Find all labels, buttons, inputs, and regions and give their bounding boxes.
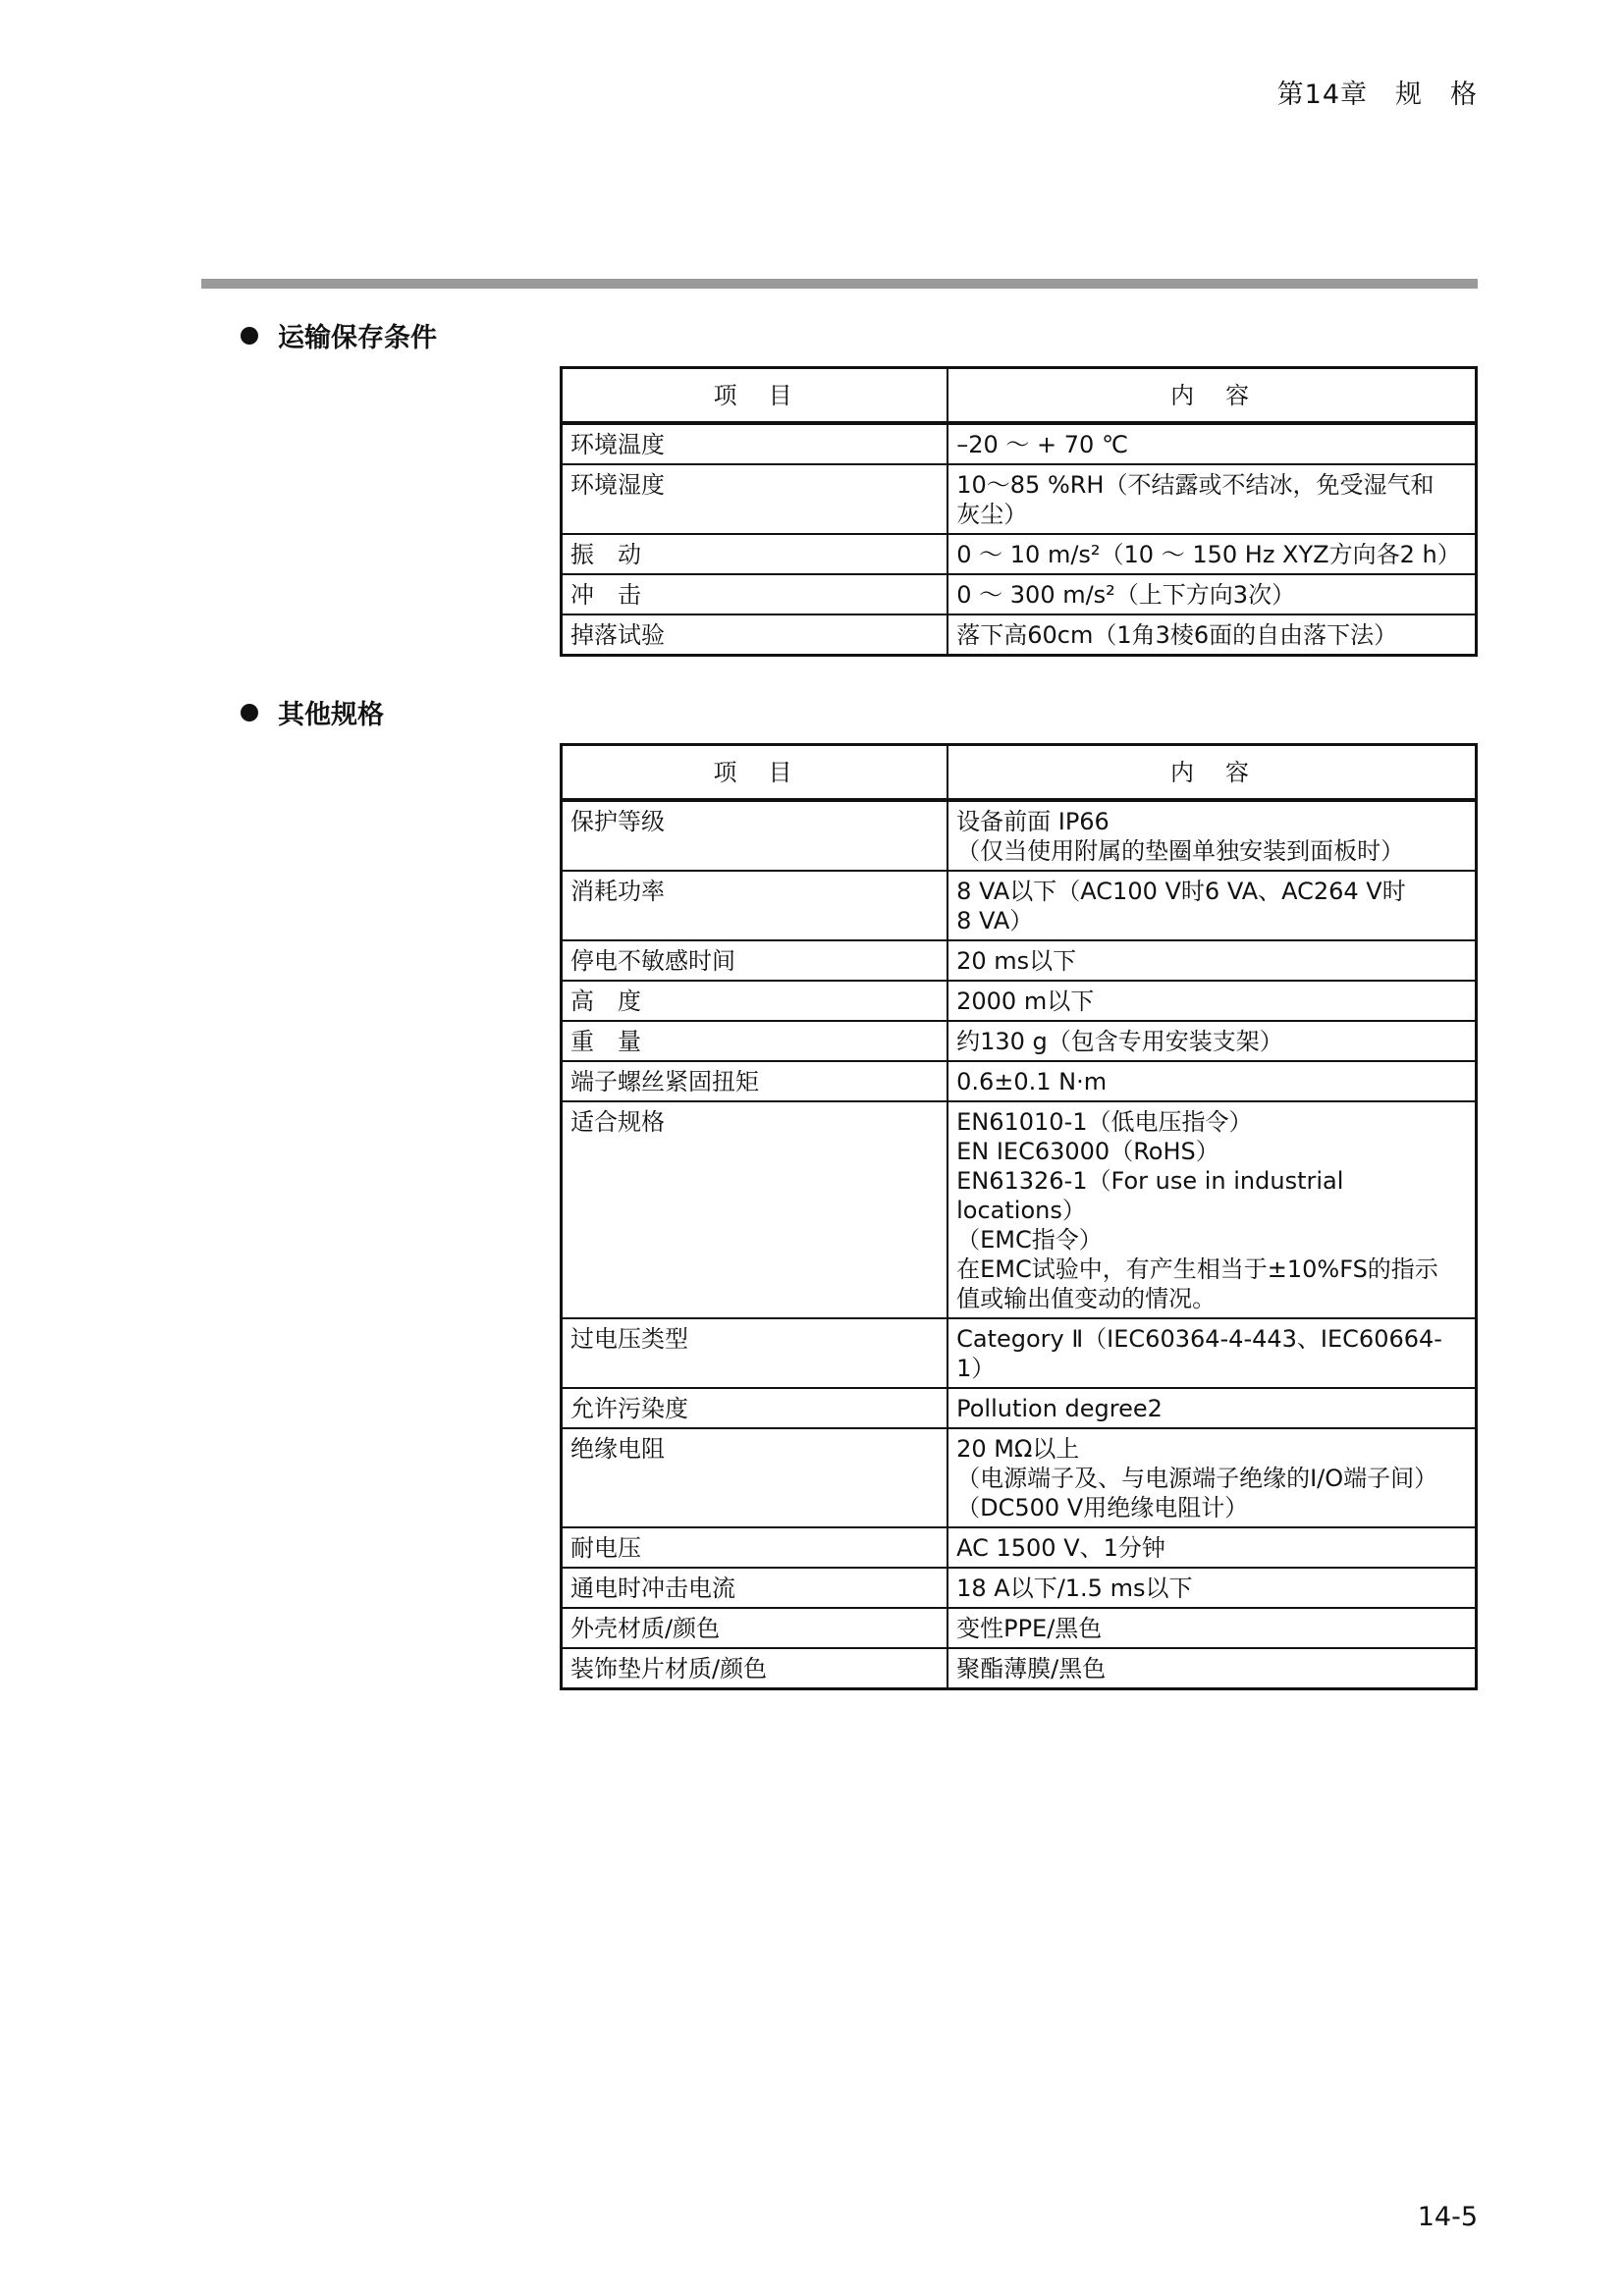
spec-content-cell — [947, 1388, 1476, 1428]
chapter-header: 第14章 规 格 — [1276, 80, 1478, 110]
table-row — [562, 871, 1477, 940]
spec-content-cell — [947, 1428, 1476, 1527]
table-header-row — [562, 745, 1477, 801]
spec-item-cell: 装饰垫片材质/颜色 — [562, 1648, 948, 1689]
spec-item-cell: 通电时冲击电流 — [562, 1568, 948, 1608]
spec-content-cell — [947, 1101, 1476, 1318]
spec-content-line: AC 1500 V、1分钟 — [956, 1534, 1165, 1562]
spec-content-cell — [947, 614, 1476, 656]
spec-item-cell: 外壳材质/颜色 — [562, 1608, 948, 1648]
spec-content-line: Pollution degree2 — [956, 1395, 1163, 1422]
spec-content-line: （EMC指令） — [956, 1226, 1103, 1254]
table-row — [562, 981, 1477, 1021]
table-body — [562, 800, 1477, 1689]
table-row — [562, 1061, 1477, 1101]
spec-item-cell: 绝缘电阻 — [562, 1428, 948, 1527]
spec-content-cell — [947, 574, 1476, 614]
spec-content-line: 在EMC试验中，有产生相当于±10%FS的指示 — [956, 1255, 1438, 1283]
spec-item-cell: 停电不敏感时间 — [562, 940, 948, 981]
spec-content-line: 约130 g（包含专用安装支架） — [956, 1028, 1283, 1055]
spec-item-cell: 振 动 — [562, 534, 948, 574]
column-header-item: 项 目 — [562, 368, 948, 424]
spec-content-line: 聚酯薄膜/黑色 — [956, 1655, 1107, 1682]
table-row — [562, 423, 1477, 464]
spec-item-cell: 允许污染度 — [562, 1388, 948, 1428]
table-row — [562, 1318, 1477, 1388]
spec-content-line: 0.6±0.1 N·m — [956, 1068, 1108, 1095]
bullet-icon — [241, 327, 258, 345]
spec-item-cell: 重 量 — [562, 1021, 948, 1061]
spec-content-line: 值或输出值变动的情况。 — [956, 1285, 1217, 1312]
spec-content-line: EN61326-1（For use in industrial locations） — [956, 1167, 1344, 1224]
spec-content-line: 20 MΩ以上 — [956, 1435, 1080, 1463]
spec-item-cell: 环境湿度 — [562, 464, 948, 534]
column-header-item: 项 目 — [562, 745, 948, 801]
spec-content-cell — [947, 871, 1476, 940]
spec-content-line: Category Ⅱ（IEC60364-4-443、IEC60664-1） — [956, 1325, 1442, 1382]
section-title-text: 运输保存条件 — [278, 323, 437, 353]
column-header-content: 内 容 — [947, 368, 1476, 424]
spec-item-cell: 端子螺丝紧固扭矩 — [562, 1061, 948, 1101]
section-title-text: 其他规格 — [278, 700, 384, 730]
spec-content-line: 设备前面 IP66 — [956, 808, 1110, 835]
header-rule — [201, 279, 1478, 289]
table-row — [562, 1648, 1477, 1689]
spec-content-cell — [947, 1527, 1476, 1568]
spec-content-line: 8 VA） — [956, 907, 1034, 934]
table-row — [562, 534, 1477, 574]
table-row — [562, 464, 1477, 534]
spec-content-cell — [947, 1318, 1476, 1388]
column-header-content: 内 容 — [947, 745, 1476, 801]
spec-content-cell — [947, 940, 1476, 981]
section-heading-transport-storage — [241, 316, 437, 354]
spec-item-cell: 消耗功率 — [562, 871, 948, 940]
spec-item-cell: 冲 击 — [562, 574, 948, 614]
table-row — [562, 1608, 1477, 1648]
table-row — [562, 1101, 1477, 1318]
bullet-icon — [241, 704, 258, 721]
spec-item-cell: 保护等级 — [562, 800, 948, 871]
spec-content-line: 变性PPE/黑色 — [956, 1615, 1103, 1642]
spec-content-cell — [947, 534, 1476, 574]
table-row — [562, 1021, 1477, 1061]
table-row — [562, 1428, 1477, 1527]
table-row — [562, 574, 1477, 614]
section-heading-other-specs — [241, 693, 384, 731]
spec-item-cell: 环境温度 — [562, 423, 948, 464]
table-row — [562, 940, 1477, 981]
spec-content-line: （DC500 V用绝缘电阻计） — [956, 1494, 1249, 1522]
table-row — [562, 1388, 1477, 1428]
spec-content-line: EN61010-1（低电压指令） — [956, 1108, 1253, 1136]
table-body — [562, 423, 1477, 656]
spec-content-cell — [947, 1061, 1476, 1101]
spec-item-cell: 过电压类型 — [562, 1318, 948, 1388]
spec-content-line: EN IEC63000（RoHS） — [956, 1138, 1219, 1165]
spec-item-cell: 适合规格 — [562, 1101, 948, 1318]
spec-content-line: 8 VA以下（AC100 V时6 VA、AC264 V时 — [956, 878, 1406, 905]
page-number: 14-5 — [1417, 2202, 1478, 2232]
table-row — [562, 800, 1477, 871]
spec-content-line: （仅当使用附属的垫圈单独安装到面板时） — [956, 837, 1405, 865]
spec-content-line: 0 ～ 300 m/s²（上下方向3次） — [956, 581, 1296, 609]
spec-content-cell — [947, 464, 1476, 534]
spec-content-line: 0 ～ 10 m/s²（10 ～ 150 Hz XYZ方向各2 h） — [956, 541, 1461, 568]
table-row — [562, 1527, 1477, 1568]
spec-item-cell: 高 度 — [562, 981, 948, 1021]
table-row — [562, 614, 1477, 656]
spec-content-line: –20 ～ + 70 ℃ — [956, 431, 1128, 458]
spec-content-cell — [947, 1568, 1476, 1608]
spec-content-cell — [947, 1608, 1476, 1648]
spec-content-line: 落下高60cm（1角3棱6面的自由落下法） — [956, 621, 1398, 649]
spec-content-line: 10～85 %RH（不结露或不结冰，免受湿气和 — [956, 471, 1435, 499]
other-specs-table — [560, 743, 1478, 1690]
spec-content-line: 20 ms以下 — [956, 947, 1077, 975]
spec-content-cell — [947, 1021, 1476, 1061]
spec-content-line: （电源端子及、与电源端子绝缘的I/O端子间） — [956, 1465, 1438, 1492]
spec-content-line: 灰尘） — [956, 501, 1028, 528]
spec-content-cell — [947, 800, 1476, 871]
table-row — [562, 1568, 1477, 1608]
transport-storage-table — [560, 366, 1478, 657]
spec-item-cell: 耐电压 — [562, 1527, 948, 1568]
spec-content-cell — [947, 981, 1476, 1021]
table-header-row — [562, 368, 1477, 424]
spec-content-line: 2000 m以下 — [956, 988, 1095, 1015]
spec-content-cell — [947, 1648, 1476, 1689]
spec-content-line: 18 A以下/1.5 ms以下 — [956, 1575, 1193, 1602]
spec-item-cell: 掉落试验 — [562, 614, 948, 656]
spec-content-cell — [947, 423, 1476, 464]
